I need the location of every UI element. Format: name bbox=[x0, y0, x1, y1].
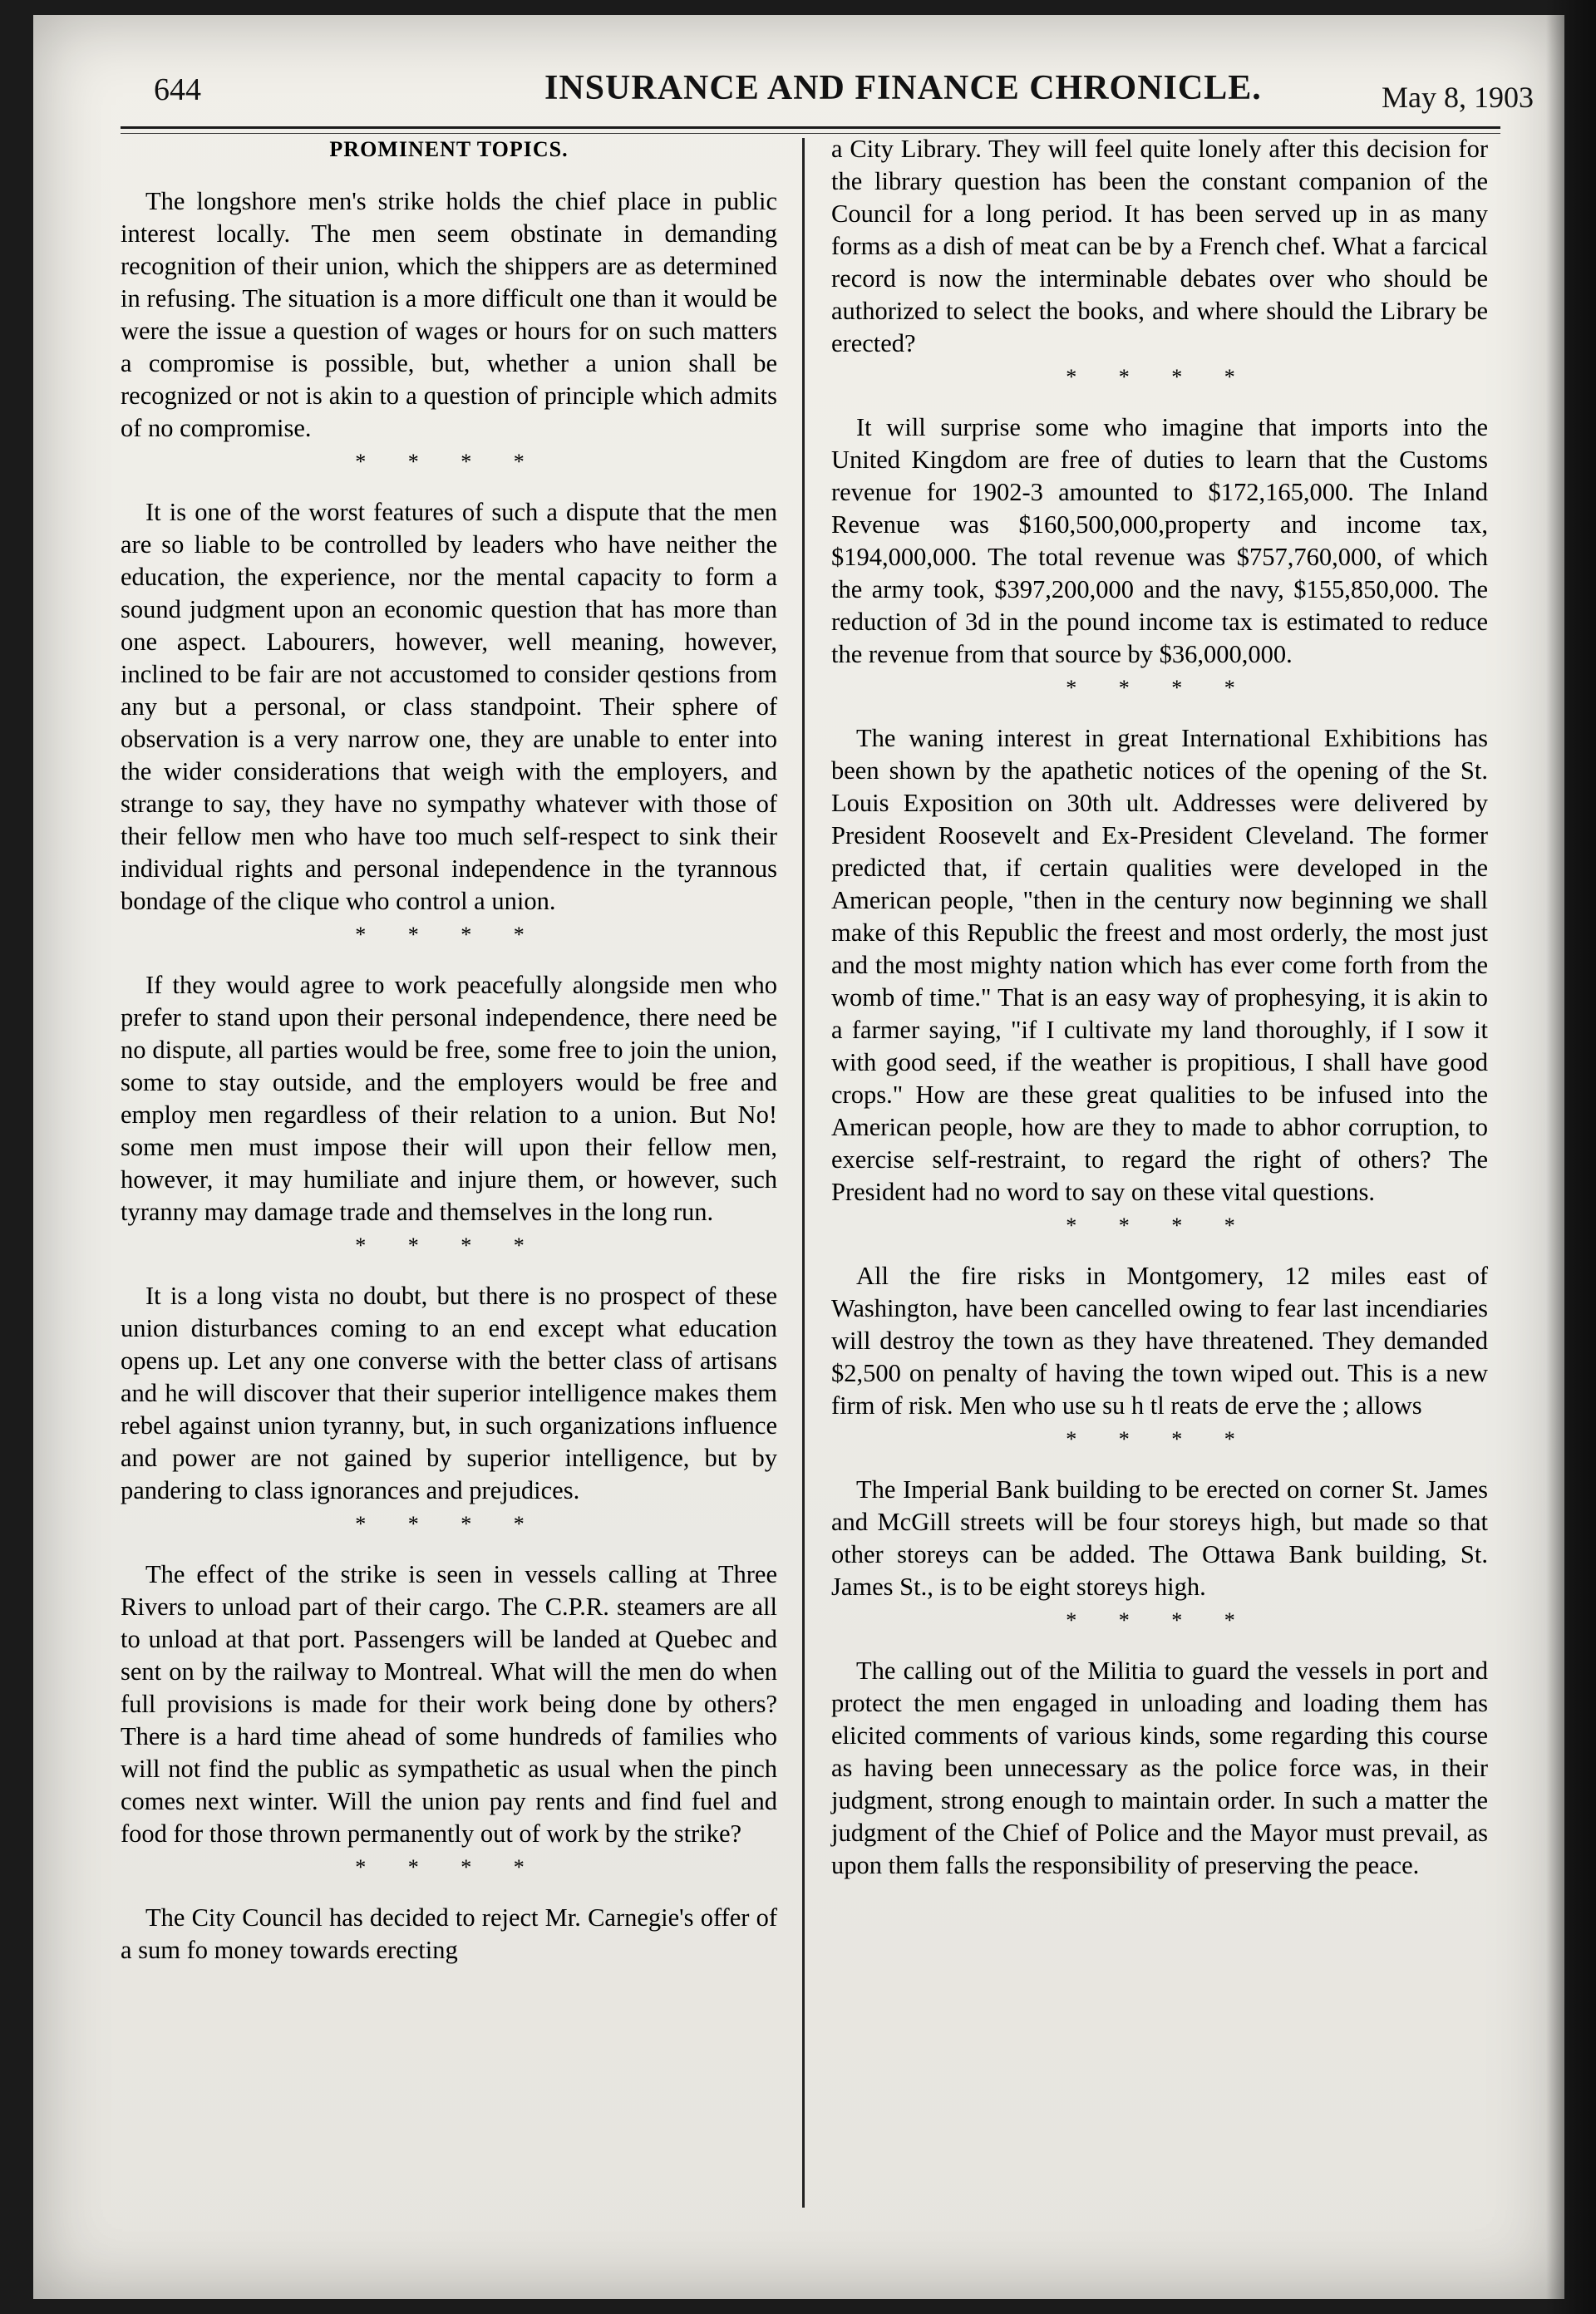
separator-stars: * * * * bbox=[1066, 676, 1254, 700]
separator-stars: * * * * bbox=[355, 450, 543, 474]
article-paragraph: The longshore men's strike holds the chief place in public interest locally. The men seem obstinate in demanding recognition of their union, which the shippers are as determined in refusing. The situation is a more difficult one than it would be were the issue a question of wages or hours for on such matters a compromise is possible, but, whether a union shall be recognized or not is akin to a question of principle which admits of no compromise. bbox=[121, 187, 777, 442]
article-paragraph: It will surprise some who imagine that imports into the United Kingdom are free of duties to learn that the Customs revenue for 1902-3 amounted to $172,165,000. The Inland Revenue was $160,500,000,property and income tax, $194,000,000. The total revenue was $757,760,000, of which the army took, $397,200,000 and the navy, $155,850,000. The reduction of 3d in the pound income tax is estimated to reduce the revenue from that source by $36,000,000. bbox=[831, 413, 1488, 668]
separator-stars: * * * * bbox=[355, 1855, 543, 1879]
scan-shadow-edge bbox=[1546, 0, 1596, 2314]
separator-stars: * * * * bbox=[355, 1233, 543, 1258]
section-title: PROMINENT TOPICS. bbox=[329, 137, 569, 161]
left-column bbox=[121, 133, 777, 1967]
right-column bbox=[831, 133, 1488, 1882]
article-paragraph: All the fire risks in Montgomery, 12 miles east of Washington, have been cancelled owing to fear last incendiaries will destroy the town as they have threatened. They demanded $2,500 on penalty of having the town wiped out. This is a new firm of risk. Men who use su h tl reats de erve the ; allows bbox=[831, 1262, 1488, 1420]
page-number: 644 bbox=[154, 72, 201, 107]
separator-stars: * * * * bbox=[1066, 1214, 1254, 1238]
article-paragraph: It is a long vista no doubt, but there is no prospect of these union disturbances coming to an end except what education opens up. Let any one converse with the better class of artisans and he will discover that their superior intelligence makes them rebel against union tyranny, but, in such organizations influence and power are not gained by superior intelligence, but by pandering to class ignorances and prejudices. bbox=[121, 1282, 777, 1504]
article-paragraph: It is one of the worst features of such a dispute that the men are so liable to be controlled by leaders who have neither the education, the experience, nor the mental capacity to form a sound judgment upon an economic question that has more than one aspect. Labourers, however, well meaning, however, inclined to be fair are not accustomed to consider qestions from any but a personal, or class standpoint. Their sphere of observation is a very narrow one, they are unable to enter into the wider considerations that weigh with the employers, and strange to say, they have no sympathy whatever with those of their fellow men who have too much self-respect to sink their individual rights and personal independence in the tyrannous bondage of the clique who control a union. bbox=[121, 498, 777, 915]
article-paragraph: a City Library. They will feel quite lonely after this decision for the library question has been the constant companion of the Council for a long period. It has been served up in as many forms as a dish of meat can be by a French chef. What a farcical record is now the interminable debates over who should be authorized to select the books, and where should the Library be erected? bbox=[831, 135, 1488, 357]
separator-stars: * * * * bbox=[1066, 1608, 1254, 1632]
column-divider bbox=[802, 138, 805, 2208]
article-paragraph: If they would agree to work peacefully alongside men who prefer to stand upon their personal independence, there need be no dispute, all parties would be free, some free to join the union, some to stay outside, and the employers would be free and employ men regardless of their relation to a union. But No! some men must impose their will upon their fellow men, however, it may humiliate and injure them, or however, such tyranny may damage trade and themselves in the long run. bbox=[121, 971, 777, 1226]
article-paragraph: The City Council has decided to reject Mr. Carnegie's offer of a sum fo money towards erecting bbox=[121, 1903, 777, 1964]
article-paragraph: The calling out of the Militia to guard the vessels in port and protect the men engaged in unloading and loading them has elicited comments of various kinds, some regarding this course as having been unnecessary as the police force was, in their judgment, strong enough to maintain order. In such a matter the judgment of the Chief of Police and the Mayor must prevail, as upon them falls the responsibility of preserving the peace. bbox=[831, 1657, 1488, 1879]
article-paragraph: The Imperial Bank building to be erected on corner St. James and McGill streets will be four storeys high, but made so that other storeys can be added. The Ottawa Bank building, St. James St., is to be eight storeys high. bbox=[831, 1475, 1488, 1601]
page-header bbox=[154, 63, 1534, 121]
separator-stars: * * * * bbox=[355, 1512, 543, 1536]
article-paragraph: The effect of the strike is seen in vessels calling at Three Rivers to unload part of their cargo. The C.P.R. steamers are all to unload at that port. Passengers will be landed at Quebec and sent on by the railway to Montreal. What will the men do when full provisions is made for their work being done by others? There is a hard time ahead of some hundreds of families who will not find the public as sympathetic as usual when the pinch comes next winter. Will the union pay rents and find fuel and food for those thrown permanently out of work by the strike? bbox=[121, 1560, 777, 1848]
separator-stars: * * * * bbox=[1066, 1427, 1254, 1451]
article-paragraph: The waning interest in great International Exhibitions has been shown by the apathetic notices of the opening of the St. Louis Exposition on 30th ult. Addresses were delivered by President Roosevelt and Ex-President Cleveland. The former predicted that, if certain qualities were developed in the American people, "then in the century now beginning we shall make of this Republic the freest and most orderly, the most just and the most mighty nation which has ever come forth from the womb of time." That is an easy way of prophesying, it is akin to a farmer saying, "if I cultivate my land thoroughly, if I sow it with good seed, if the weather is propitious, I shall have good crops." How are these great qualities to be infused into the American people, how are they to made to abhor corruption, to exercise self-restraint, to regard the right of others? The President had no word to say on these vital questions. bbox=[831, 724, 1488, 1206]
header-rule bbox=[121, 126, 1500, 129]
separator-stars: * * * * bbox=[1066, 365, 1254, 389]
issue-date: May 8, 1903 bbox=[1382, 81, 1534, 114]
separator-stars: * * * * bbox=[355, 923, 543, 947]
journal-title: INSURANCE AND FINANCE CHRONICLE. bbox=[544, 69, 1262, 107]
